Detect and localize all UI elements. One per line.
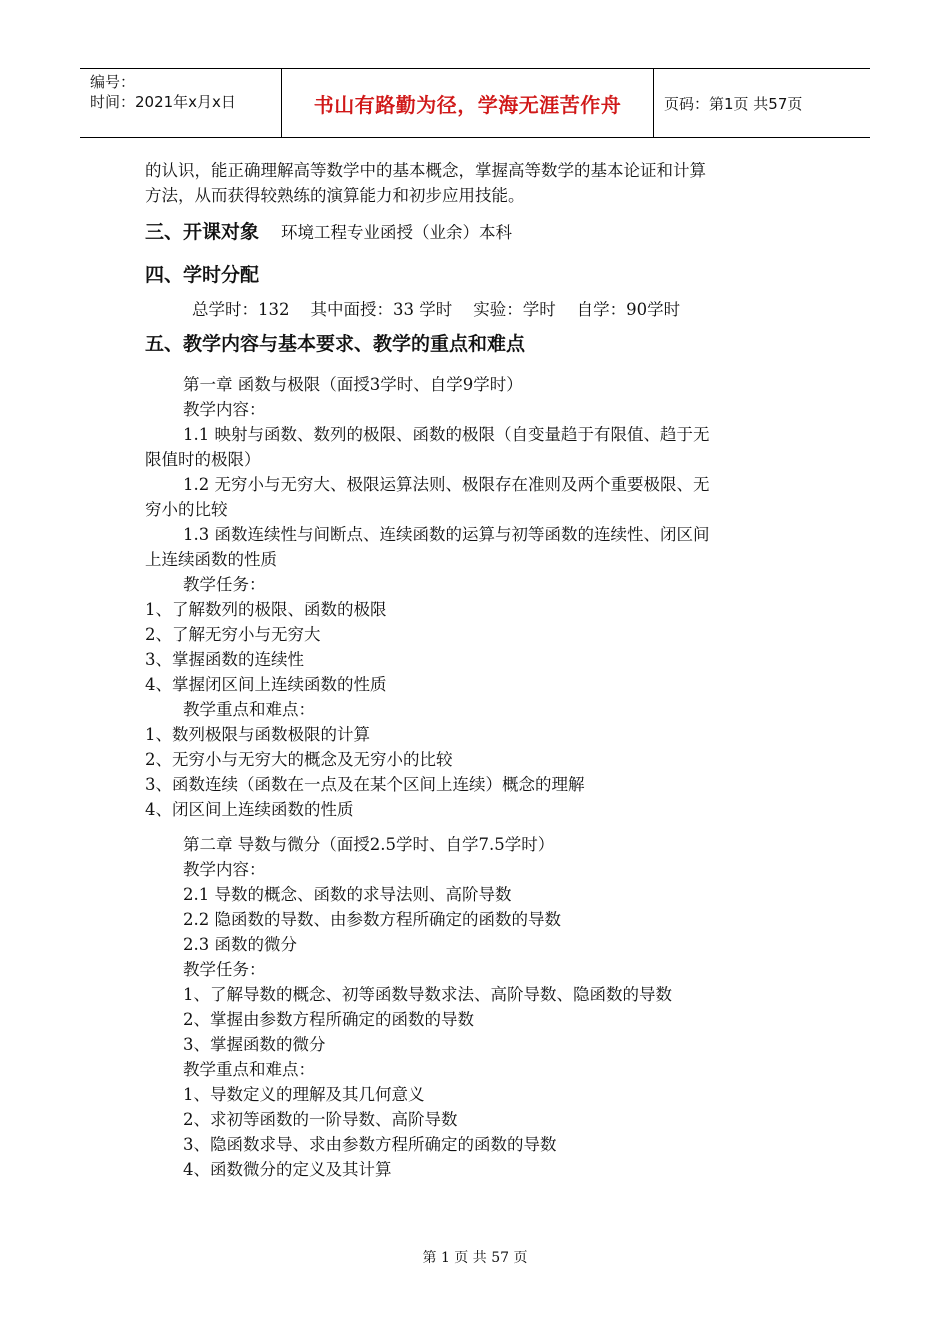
content-item-cont: 穷小的比较 [145, 500, 228, 519]
content-item: 1.1 映射与函数、数列的极限、函数的极限（自变量趋于有限值、趋于无 [183, 425, 710, 444]
motto-text: 书山有路勤为径，学海无涯苦作舟 [313, 92, 622, 117]
header-page-cell [654, 69, 870, 137]
chapter-title: 第二章 导数与微分（面授2.5学时、自学7.5学时） [183, 835, 555, 854]
list-item: 3、隐函数求导、求由参数方程所确定的函数的导数 [183, 1135, 557, 1154]
content-item-cont: 上连续函数的性质 [145, 550, 277, 569]
content-item: 1.3 函数连续性与间断点、连续函数的运算与初等函数的连续性、闭区间 [183, 525, 710, 544]
list-item: 3、掌握函数的微分 [183, 1035, 326, 1054]
page-footer: 第 1 页 共 57 页 [422, 1250, 528, 1266]
header-motto-cell [282, 69, 654, 137]
content-label: 教学内容： [183, 400, 266, 419]
list-item: 4、函数微分的定义及其计算 [183, 1160, 392, 1179]
list-item: 3、掌握函数的连续性 [145, 650, 304, 669]
section-3-value: 环境工程专业函授（业余）本科 [281, 223, 513, 242]
list-item: 3、函数连续（函数在一点及在某个区间上连续）概念的理解 [145, 775, 585, 794]
task-label: 教学任务： [183, 575, 266, 594]
list-item: 2、掌握由参数方程所确定的函数的导数 [183, 1010, 474, 1029]
list-item: 1、导数定义的理解及其几何意义 [183, 1085, 425, 1104]
section-5-title: 五、教学内容与基本要求、教学的重点和难点 [145, 333, 526, 355]
chapter-title: 第一章 函数与极限（面授3学时、自学9学时） [183, 375, 523, 394]
list-item: 4、掌握闭区间上连续函数的性质 [145, 675, 387, 694]
header-left-cell [80, 69, 282, 137]
document-body [145, 158, 810, 1182]
header-table [80, 68, 870, 138]
key-label: 教学重点和难点： [183, 1060, 315, 1079]
list-item: 1、了解数列的极限、函数的极限 [145, 600, 387, 619]
list-item: 1、数列极限与函数极限的计算 [145, 725, 370, 744]
list-item: 4、闭区间上连续函数的性质 [145, 800, 354, 819]
key-label: 教学重点和难点： [183, 700, 315, 719]
list-item: 2、求初等函数的一阶导数、高阶导数 [183, 1110, 458, 1129]
list-item: 2、了解无穷小与无穷大 [145, 625, 321, 644]
intro-line: 的认识，能正确理解高等数学中的基本概念，掌握高等数学的基本论证和计算 [145, 161, 706, 180]
section-4-title: 四、学时分配 [145, 264, 260, 286]
content-item: 2.1 导数的概念、函数的求导法则、高阶导数 [183, 885, 512, 904]
content-item-cont: 限值时的极限） [145, 450, 261, 469]
page-number-label: 页码：第1页 共57页 [664, 94, 803, 113]
date-label: 时间：2021年x月x日 [90, 93, 236, 111]
document-number-label: 编号： [90, 73, 136, 91]
list-item: 1、了解导数的概念、初等函数导数求法、高阶导数、隐函数的导数 [183, 985, 672, 1004]
intro-line: 方法，从而获得较熟练的演算能力和初步应用技能。 [145, 186, 525, 205]
task-label: 教学任务： [183, 960, 266, 979]
content-label: 教学内容： [183, 860, 266, 879]
hours-line: 总学时：132 其中面授：33 学时 实验：学时 自学：90学时 [192, 300, 681, 319]
list-item: 2、无穷小与无穷大的概念及无穷小的比较 [145, 750, 453, 769]
content-item: 1.2 无穷小与无穷大、极限运算法则、极限存在准则及两个重要极限、无 [183, 475, 710, 494]
content-item: 2.2 隐函数的导数、由参数方程所确定的函数的导数 [183, 910, 561, 929]
content-item: 2.3 函数的微分 [183, 935, 297, 954]
section-heading [145, 218, 810, 247]
section-3-title: 三、开课对象 [145, 221, 260, 243]
